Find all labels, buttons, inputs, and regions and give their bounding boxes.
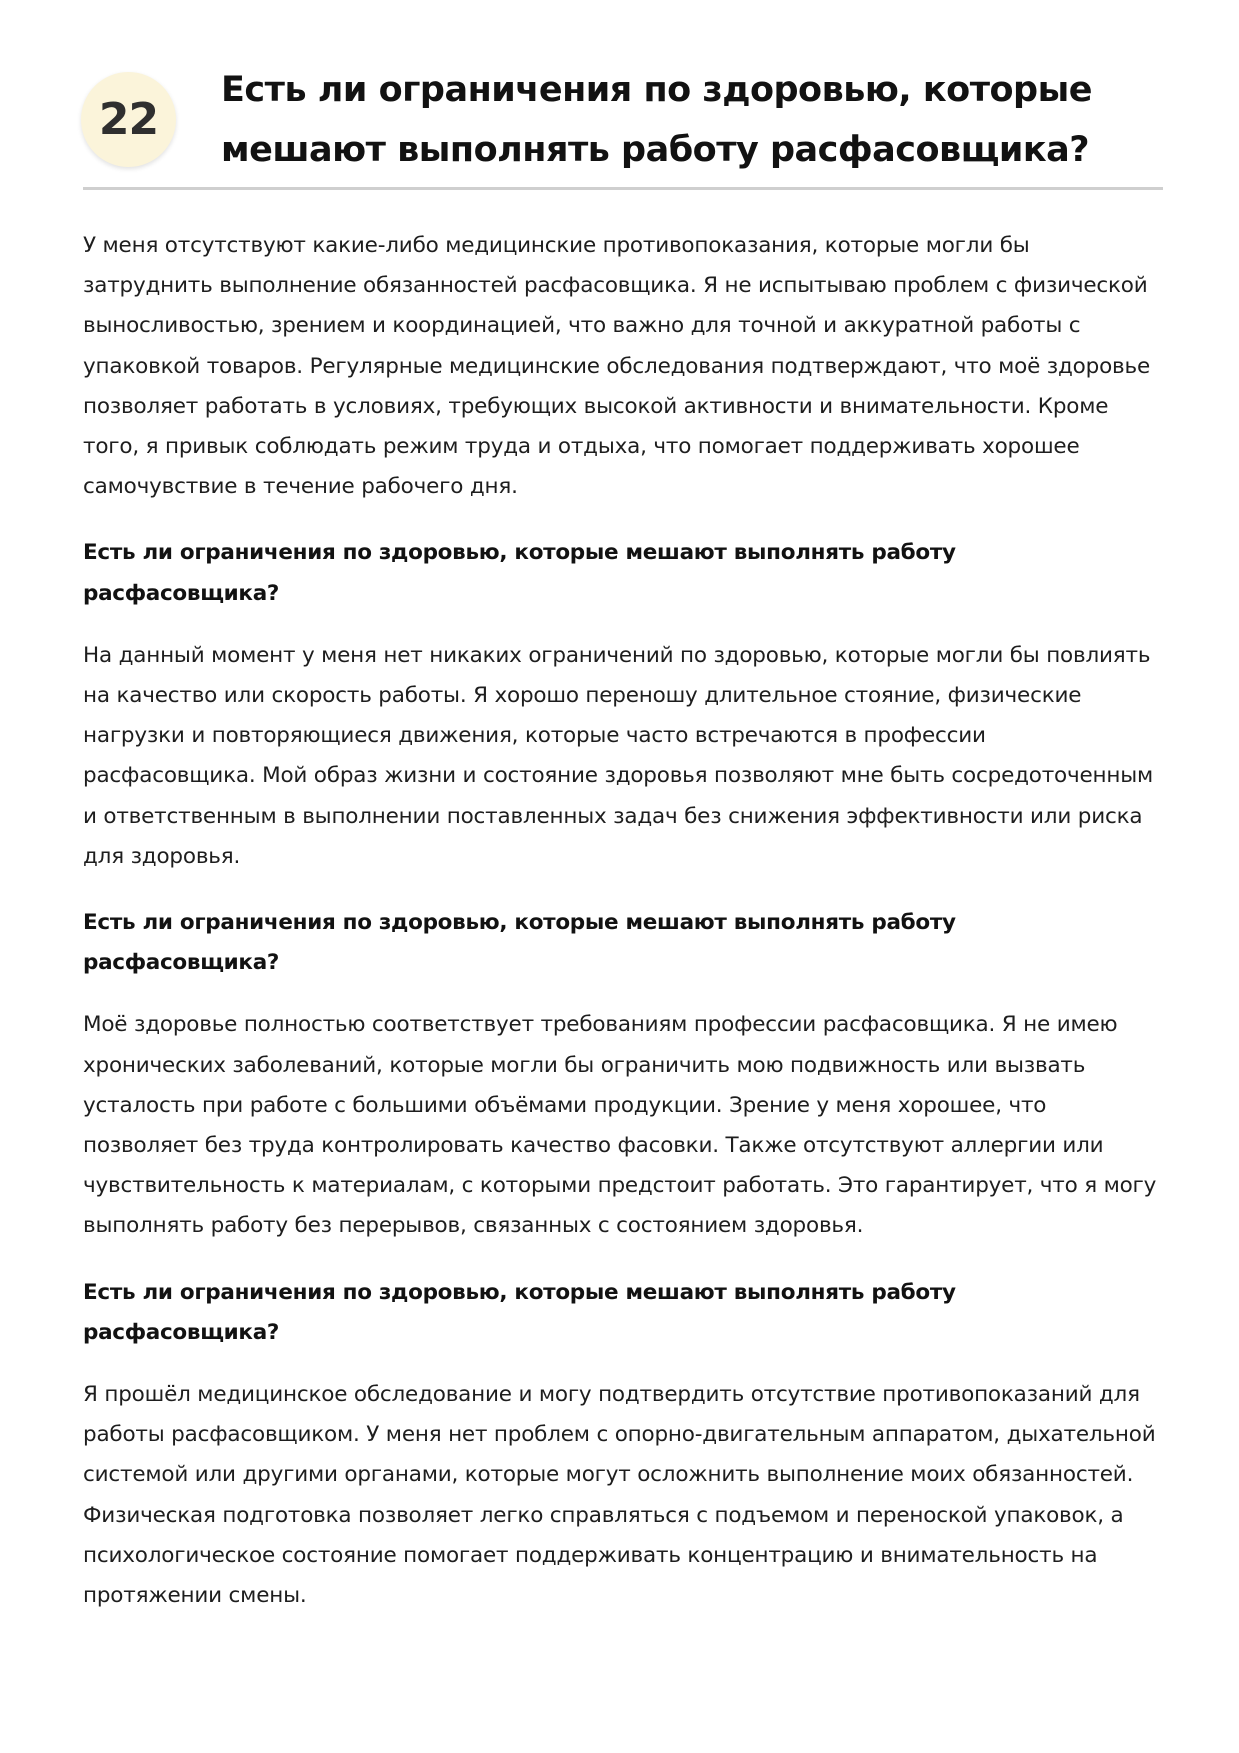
question-subheading-3: Есть ли ограничения по здоровью, которые мешают выполнять работу расфасовщика? [83,910,956,976]
answer-paragraph-3: Моё здоровье полностью соответствует требованиям профессии расфасовщика. Я не имею хронических заболеваний, которые могли бы ограничить мою подвижность или вызвать усталость при работе с большими объёмами продукции. Зрение у меня хорошее, что позволяет без труда контролировать качество фасовки. Также отсутствуют аллергии или чувствительность к материалам, с которыми предстоит работать. Это гарантирует, что я могу выполнять работу без перерывов, связанных с состоянием здоровья. [83,1012,1157,1239]
question-header [83,60,1163,190]
page-title: Есть ли ограничения по здоровью, которые мешают выполнять работу расфасовщика? [221,70,1092,170]
question-number-badge [81,72,176,167]
question-subheading-4: Есть ли ограничения по здоровью, которые мешают выполнять работу расфасовщика? [83,1279,956,1345]
answer-paragraph-1: У меня отсутствуют какие-либо медицинские противопоказания, которые могли бы затруднить выполнение обязанностей расфасовщика. Я не испытываю проблем с физической выносливостью, зрением и координацией, что важно для точной и аккуратной работы с упаковкой товаров. Регулярные медицинские обследования подтверждают, что моё здоровье позволяет работать в условиях, требующих высокой активности и внимательности. Кроме того, я привык соблюдать режим труда и отдыха, что помогает поддерживать хорошее самочувствие в течение рабочего дня. [83,233,1150,500]
question-subheading-2: Есть ли ограничения по здоровью, которые мешают выполнять работу расфасовщика? [83,540,956,606]
answers-content [83,226,1163,1616]
document-page [83,60,1163,1642]
question-number: 22 [98,94,159,145]
answer-paragraph-4: Я прошёл медицинское обследование и могу подтвердить отсутствие противопоказаний для работы расфасовщиком. У меня нет проблем с опорно-двигательным аппаратом, дыхательной системой или другими органами, которые могут осложнить выполнение моих обязанностей. Физическая подготовка позволяет легко справляться с подъемом и переноской упаковок, а психологическое состояние помогает поддерживать концентрацию и внимательность на протяжении смены. [83,1382,1156,1609]
answer-paragraph-2: На данный момент у меня нет никаких ограничений по здоровью, которые могли бы повлиять на качество или скорость работы. Я хорошо переношу длительное стояние, физические нагрузки и повторяющиеся движения, которые часто встречаются в профессии расфасовщика. Мой образ жизни и состояние здоровья позволяют мне быть сосредоточенным и ответственным в выполнении поставленных задач без снижения эффективности или риска для здоровья. [83,642,1154,869]
